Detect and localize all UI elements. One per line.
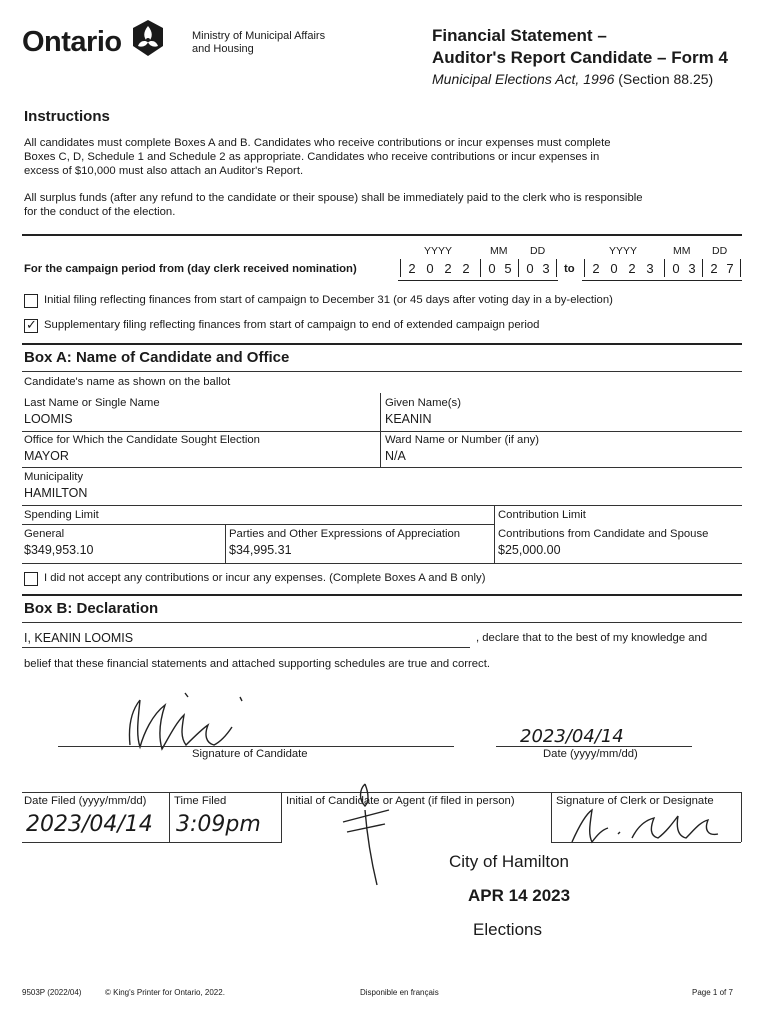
digit-separator	[702, 259, 703, 277]
divider	[551, 792, 552, 842]
checkmark: ✓	[26, 317, 37, 332]
to-digit: 0	[610, 261, 618, 276]
instructions-para1-line: Boxes C, D, Schedule 1 and Schedule 2 as appropriate. Candidates who receive contributions or incur expenses in	[24, 151, 600, 163]
divider	[22, 371, 742, 372]
digit-baseline	[582, 280, 742, 281]
from-yyyy-header: YYYY	[424, 245, 453, 257]
receipt-stamp-line1: City of Hamilton	[449, 852, 569, 871]
to-dd-header: DD	[712, 245, 728, 257]
ministry-line2: and Housing	[192, 43, 254, 55]
signature-line	[58, 746, 454, 747]
contributions-limit-label: Contributions from Candidate and Spouse	[498, 528, 709, 540]
copyright: © King's Printer for Ontario, 2022.	[105, 988, 225, 997]
divider	[22, 343, 742, 345]
divider	[22, 842, 282, 843]
instructions-para1-line: All candidates must complete Boxes A and B. Candidates who receive contributions or incur expenses must complete	[24, 137, 611, 149]
digit-separator	[584, 259, 585, 277]
municipality-value[interactable]: HAMILTON	[24, 486, 88, 500]
ministry-name	[192, 30, 325, 56]
french-available: Disponible en français	[360, 988, 439, 997]
to-digit: 3	[688, 261, 696, 276]
to-digit: 2	[592, 261, 600, 276]
from-digit: 0	[526, 261, 534, 276]
to-digit: 0	[672, 261, 680, 276]
agent-initial-icon	[335, 780, 395, 890]
act-name: Municipal Elections Act, 1996	[432, 71, 615, 87]
last-name-value[interactable]: LOOMIS	[24, 412, 73, 426]
from-date-field[interactable]	[398, 259, 558, 281]
divider	[22, 524, 494, 525]
instructions-para1-line: excess of $10,000 must also attach an Auditor's Report.	[24, 165, 304, 177]
declarant-name[interactable]: I, KEANIN LOOMIS	[24, 631, 134, 645]
from-digit: 2	[444, 261, 452, 276]
general-limit-value[interactable]: $349,953.10	[24, 543, 94, 557]
form-title-line1: Financial Statement –	[432, 26, 607, 45]
divider	[22, 234, 742, 236]
declare-text: , declare that to the best of my knowledge and	[476, 632, 708, 644]
from-dd-header: DD	[530, 245, 546, 257]
divider	[380, 393, 381, 467]
date-line	[496, 746, 692, 747]
divider	[22, 594, 742, 596]
no-contributions-label: I did not accept any contributions or incur any expenses. (Complete Boxes A and B only)	[44, 572, 486, 584]
instructions-para2-line: All surplus funds (after any refund to the candidate or their spouse) shall be immediately paid to the clerk who is responsible	[24, 192, 643, 204]
to-digit: 2	[628, 261, 636, 276]
time-filed-value: 3:09pm	[176, 812, 261, 837]
belief-text: belief that these financial statements and attached supporting schedules are true and correct.	[24, 658, 490, 670]
from-digit: 2	[462, 261, 470, 276]
office-value[interactable]: MAYOR	[24, 449, 69, 463]
box-a-heading: Box A: Name of Candidate and Office	[24, 349, 290, 366]
parties-limit-value[interactable]: $34,995.31	[229, 543, 292, 557]
divider	[22, 467, 742, 468]
date-filed-label: Date Filed (yyyy/mm/dd)	[24, 795, 147, 807]
time-filed-label: Time Filed	[174, 795, 227, 807]
ward-value[interactable]: N/A	[385, 449, 406, 463]
to-label: to	[564, 263, 575, 275]
act-section: (Section 88.25)	[618, 71, 714, 87]
contribution-limit-label: Contribution Limit	[498, 509, 586, 521]
digit-separator	[518, 259, 519, 277]
instructions-para2	[24, 191, 724, 219]
receipt-stamp-line3: Elections	[473, 920, 542, 939]
divider	[22, 505, 742, 506]
to-yyyy-header: YYYY	[609, 245, 638, 257]
form-title-line2: Auditor's Report Candidate – Form 4	[432, 48, 728, 67]
parties-limit-label: Parties and Other Expressions of Appreciation	[229, 528, 461, 540]
ontario-logo-text: Ontario	[22, 26, 122, 58]
digit-separator	[664, 259, 665, 277]
form-act-reference	[432, 71, 713, 87]
box-b-heading: Box B: Declaration	[24, 600, 159, 617]
campaign-period-label: For the campaign period from (day clerk received nomination)	[24, 263, 357, 275]
form-number: 9503P (2022/04)	[22, 988, 82, 997]
to-digit: 3	[646, 261, 654, 276]
clerk-signature-label: Signature of Clerk or Designate	[556, 795, 714, 807]
ballot-name-label: Candidate's name as shown on the ballot	[24, 376, 231, 388]
from-digit: 0	[488, 261, 496, 276]
from-digit: 5	[504, 261, 512, 276]
digit-separator	[400, 259, 401, 277]
from-mm-header: MM	[490, 245, 508, 257]
initial-filing-checkbox[interactable]	[24, 294, 38, 308]
divider	[281, 792, 282, 842]
initial-agent-label: Initial of Candidate or Agent (if filed in person)	[286, 795, 515, 807]
digit-separator	[740, 259, 741, 277]
digit-separator	[480, 259, 481, 277]
divider	[22, 431, 742, 432]
to-digit: 7	[726, 261, 734, 276]
from-digit: 3	[542, 261, 550, 276]
divider	[22, 563, 742, 564]
instructions-para2-line: for the conduct of the election.	[24, 206, 176, 218]
digit-separator	[556, 259, 557, 277]
to-mm-header: MM	[673, 245, 691, 257]
ward-label: Ward Name or Number (if any)	[385, 434, 540, 446]
trillium-logo-icon	[130, 18, 166, 58]
date-filed-value: 2023/04/14	[26, 812, 153, 837]
given-name-label: Given Name(s)	[385, 397, 461, 409]
instructions-para1	[24, 136, 724, 178]
last-name-label: Last Name or Single Name	[24, 397, 160, 409]
municipality-label: Municipality	[24, 471, 84, 483]
initial-filing-label: Initial filing reflecting finances from start of campaign to December 31 (or 45 days after voting day in a by-election)	[44, 294, 613, 306]
digit-baseline	[398, 280, 558, 281]
from-digit: 2	[408, 261, 416, 276]
general-limit-label: General	[24, 528, 65, 540]
page-number: Page 1 of 7	[692, 988, 733, 997]
instructions-heading: Instructions	[24, 108, 110, 125]
divider	[494, 505, 495, 563]
declaration-date-handwritten: 2023/04/14	[520, 726, 624, 747]
signature-label: Signature of Candidate	[192, 748, 308, 760]
spending-limit-label: Spending Limit	[24, 509, 99, 521]
given-name-value[interactable]: KEANIN	[385, 412, 432, 426]
supplementary-filing-label: Supplementary filing reflecting finances from start of campaign to end of extended campaign period	[44, 319, 540, 331]
ministry-line1: Ministry of Municipal Affairs	[192, 30, 326, 42]
receipt-stamp-date: APR 14 2023	[468, 886, 571, 905]
supplementary-filing-checkbox[interactable]	[24, 319, 38, 333]
divider	[169, 792, 170, 842]
from-digit: 0	[426, 261, 434, 276]
declarant-underline	[22, 647, 470, 648]
divider	[22, 622, 742, 623]
to-date-field[interactable]	[582, 259, 742, 281]
no-contributions-checkbox[interactable]	[24, 572, 38, 586]
clerk-signature-icon	[562, 804, 732, 848]
divider	[225, 524, 226, 563]
date-label: Date (yyyy/mm/dd)	[543, 748, 638, 760]
divider	[741, 792, 742, 842]
contributions-limit-value[interactable]: $25,000.00	[498, 543, 561, 557]
to-digit: 2	[710, 261, 718, 276]
office-label: Office for Which the Candidate Sought Election	[24, 434, 260, 446]
